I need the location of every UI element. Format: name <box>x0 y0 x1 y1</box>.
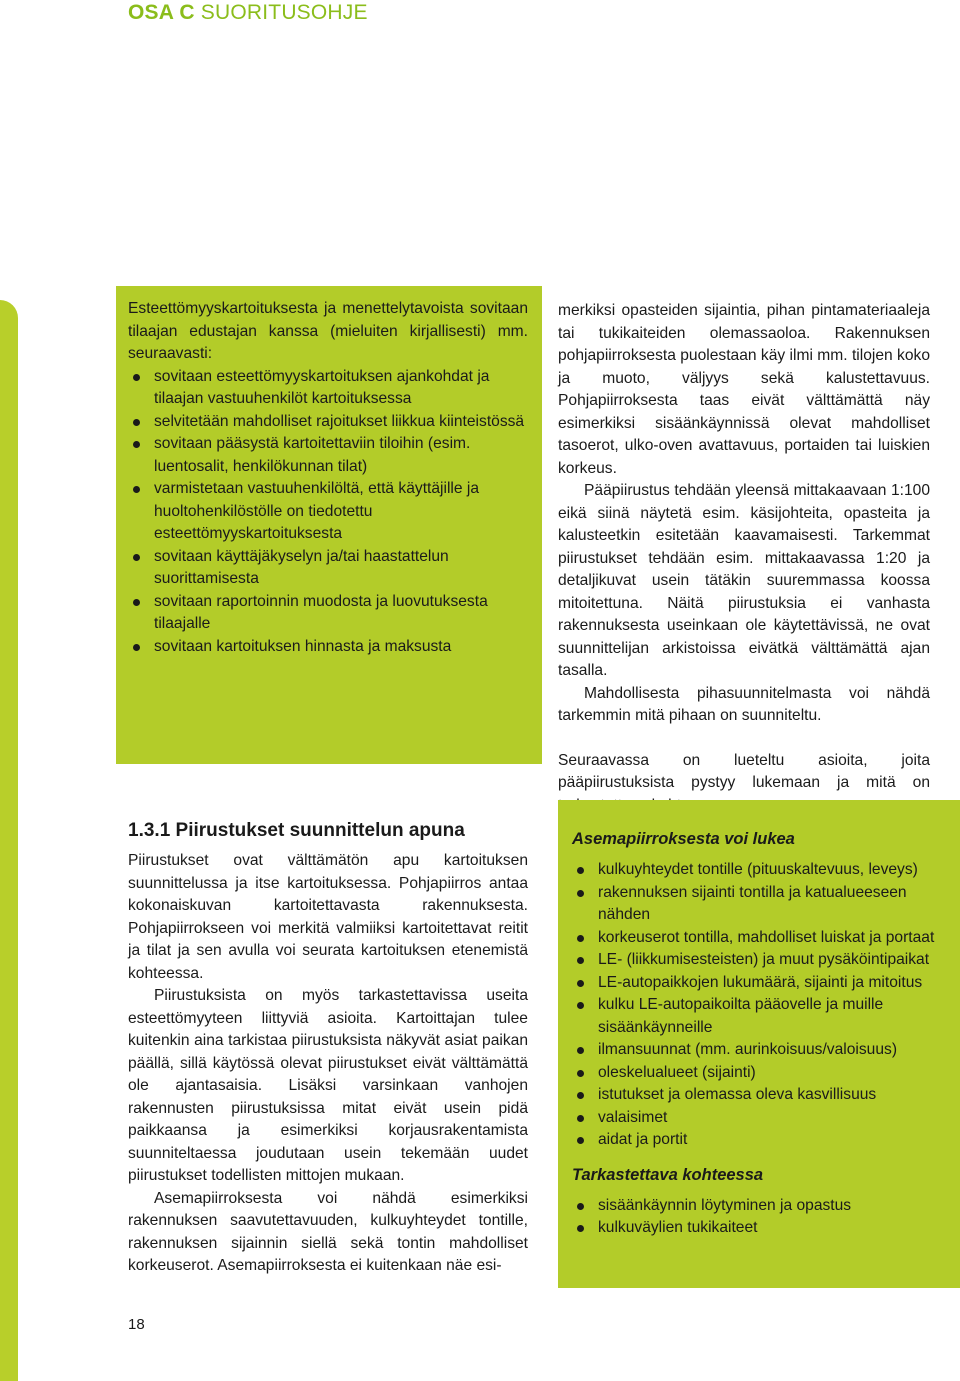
body-paragraph: Asemapiirroksesta voi nähdä esimerkiksi rakennuksen saavutettavuuden, kulkuyhteydet tontille, rakennuksen sijainnin siellä sekä tontin mahdolliset korkeuserot. Asemapiirroksesta ei kuitenkaan näe esi- <box>128 1189 528 1274</box>
intro-bullet-list <box>128 366 528 659</box>
body-paragraph: Piirustukset ovat välttämätön apu kartoituksen suunnittelussa ja itse kartoituksessa. Pohjapiirros antaa kokonaiskuvan kartoitettavasta rakennuksesta. Pohjapiirrokseen voi merkitä valmiiksi kartoitettavat reitit ja tilat ja sen avulla voi seurata kartoituksen etenemistä kohteessa. <box>128 852 528 982</box>
bullet-icon <box>133 486 140 493</box>
list-item: LE-autopaikkojen lukumäärä, sijainti ja mitoitus <box>572 972 948 995</box>
side-tab-decoration <box>0 300 18 1381</box>
bullet-icon <box>577 890 584 897</box>
body-paragraph: Piirustuksista on myös tarkastettavissa useita esteettömyyteen liittyviä asioita. Kartoittajan tulee kuitenkin aina tarkistaa piirustuksista näkyvät asiat paikan päällä, sillä käytössä olevat piirustukset eivät välttämättä ole ajantasaisia. Lisäksi varsinkaan vanhojen rakennusten piirustuksissa mitat eivät usein pidä paikkaansa ja esimerkiksi korjausrakentamista suunniteltaessa joudutaan usein tekemään uudet piirustukset todellisten mittojen mukaan. <box>128 987 528 1184</box>
body-paragraph: Mahdollisesta pihasuunnitelmasta voi nähdä tarkemmin mitä pihaan on suunniteltu. <box>558 684 930 724</box>
list-item: kulkuyhteydet tontille (pituuskaltevuus, leveys) <box>572 859 948 882</box>
checklist-box <box>558 800 960 1288</box>
spacer <box>558 728 930 750</box>
bullet-icon <box>577 1070 584 1077</box>
list-item: sovitaan esteettömyyskartoituksen ajankohdat ja tilaajan vastuuhenkilöt kartoituksessa <box>128 366 528 411</box>
list-item: rakennuksen sijainti tontilla ja katualueeseen nähden <box>572 882 948 927</box>
list-item: aidat ja portit <box>572 1129 948 1152</box>
page-number: 18 <box>128 1316 145 1333</box>
bullet-icon <box>133 419 140 426</box>
list-item: sovitaan käyttäjäkyselyn ja/tai haastattelun suorittamisesta <box>128 546 528 591</box>
right-column <box>558 300 930 817</box>
list-item: selvitetään mahdolliset rajoitukset liikkua kiinteistössä <box>128 411 528 434</box>
bullet-icon <box>577 1002 584 1009</box>
bullet-icon <box>577 1092 584 1099</box>
intro-box <box>116 286 542 764</box>
bullet-icon <box>133 374 140 381</box>
bullet-icon <box>133 554 140 561</box>
header-section: OSA C <box>128 1 195 24</box>
bullet-icon <box>577 957 584 964</box>
bullet-icon <box>133 441 140 448</box>
body-paragraph: Pääpiirustus tehdään yleensä mittakaavaan 1:100 eikä siinä näytetä esim. käsijohteita, opasteita ja kalusteetkin esitetään kaavamaisesti. Tarkemmat piirustukset tehdään esim. mittakaavassa 1:20 ja detaljikuvat usein tätäkin suuremmassa koossa mitoitettuna. Näitä piirustuksia ei vanhasta rakennuksesta useinkaan ole käytettävissä, ne ovat suunnittelijan arkistoissa eivätkä välttämättä ajan tasalla. <box>558 482 930 679</box>
checklist-list <box>572 859 948 1152</box>
list-item: kulku LE-autopaikoilta pääovelle ja muille sisäänkäynneille <box>572 994 948 1039</box>
bullet-icon <box>577 1047 584 1054</box>
running-header <box>128 0 368 26</box>
list-item: sovitaan raportoinnin muodosta ja luovutuksesta tilaajalle <box>128 591 528 636</box>
checklist-list <box>572 1195 948 1240</box>
list-item: kulkuväylien tukikaiteet <box>572 1217 948 1240</box>
list-item: LE- (liikkumisesteisten) ja muut pysäköintipaikat <box>572 949 948 972</box>
list-item: valaisimet <box>572 1107 948 1130</box>
intro-text: Esteettömyyskartoituksesta ja menettelytavoista sovitaan tilaajan edustajan kanssa (mieluiten kirjallisesti) mm. seuraavasti: <box>128 300 528 362</box>
bullet-icon <box>577 935 584 942</box>
bullet-icon <box>577 1115 584 1122</box>
bullet-icon <box>133 644 140 651</box>
list-item: oleskelualueet (sijainti) <box>572 1062 948 1085</box>
list-item: sisäänkäynnin löytyminen ja opastus <box>572 1195 948 1218</box>
list-item: sovitaan pääsystä kartoitettaviin tiloihin (esim. luentosalit, henkilökunnan tilat) <box>128 433 528 478</box>
bullet-icon <box>133 599 140 606</box>
bullet-icon <box>577 1137 584 1144</box>
bullet-icon <box>577 1225 584 1232</box>
bullet-icon <box>577 980 584 987</box>
bullet-icon <box>577 1203 584 1210</box>
checklist-heading: Tarkastettava kohteessa <box>572 1165 764 1184</box>
list-item: korkeuserot tontilla, mahdolliset luiskat ja portaat <box>572 927 948 950</box>
body-paragraph: merkiksi opasteiden sijaintia, pihan pintamateriaaleja tai tukikaiteiden olemassaoloa. Rakennuksen pohjapiirroksesta puolestaan käy ilmi mm. tilojen koko ja muoto, väljyys sekä kalustettavuus. Pohjapiirroksesta taas eivät välttämättä näy esimerkiksi sisäänkäynnissä olevat mahdolliset tasoerot, ulko-oven avattavuus, portaiden tai luiskien korkeus. <box>558 302 930 477</box>
list-item: istutukset ja olemassa oleva kasvillisuus <box>572 1084 948 1107</box>
section-drawings <box>128 818 528 1278</box>
checklist-heading: Asemapiirroksesta voi lukea <box>572 830 795 848</box>
header-title: SUORITUSOHJE <box>200 1 368 24</box>
list-item: varmistetaan vastuuhenkilöltä, että käyttäjille ja huoltohenkilöstölle on tiedotettu esteettömyyskartoituksesta <box>128 478 528 546</box>
bullet-icon <box>577 867 584 874</box>
list-item: sovitaan kartoituksen hinnasta ja maksusta <box>128 636 528 659</box>
list-item: ilmansuunnat (mm. aurinkoisuus/valoisuus) <box>572 1039 948 1062</box>
body-paragraph: Seuraavassa on lueteltu asioita, joita pääpiirustuksista pystyy lukemaan ja mitä on <box>558 751 930 791</box>
section-heading: 1.3.1 Piirustukset suunnittelun apuna <box>128 820 465 841</box>
